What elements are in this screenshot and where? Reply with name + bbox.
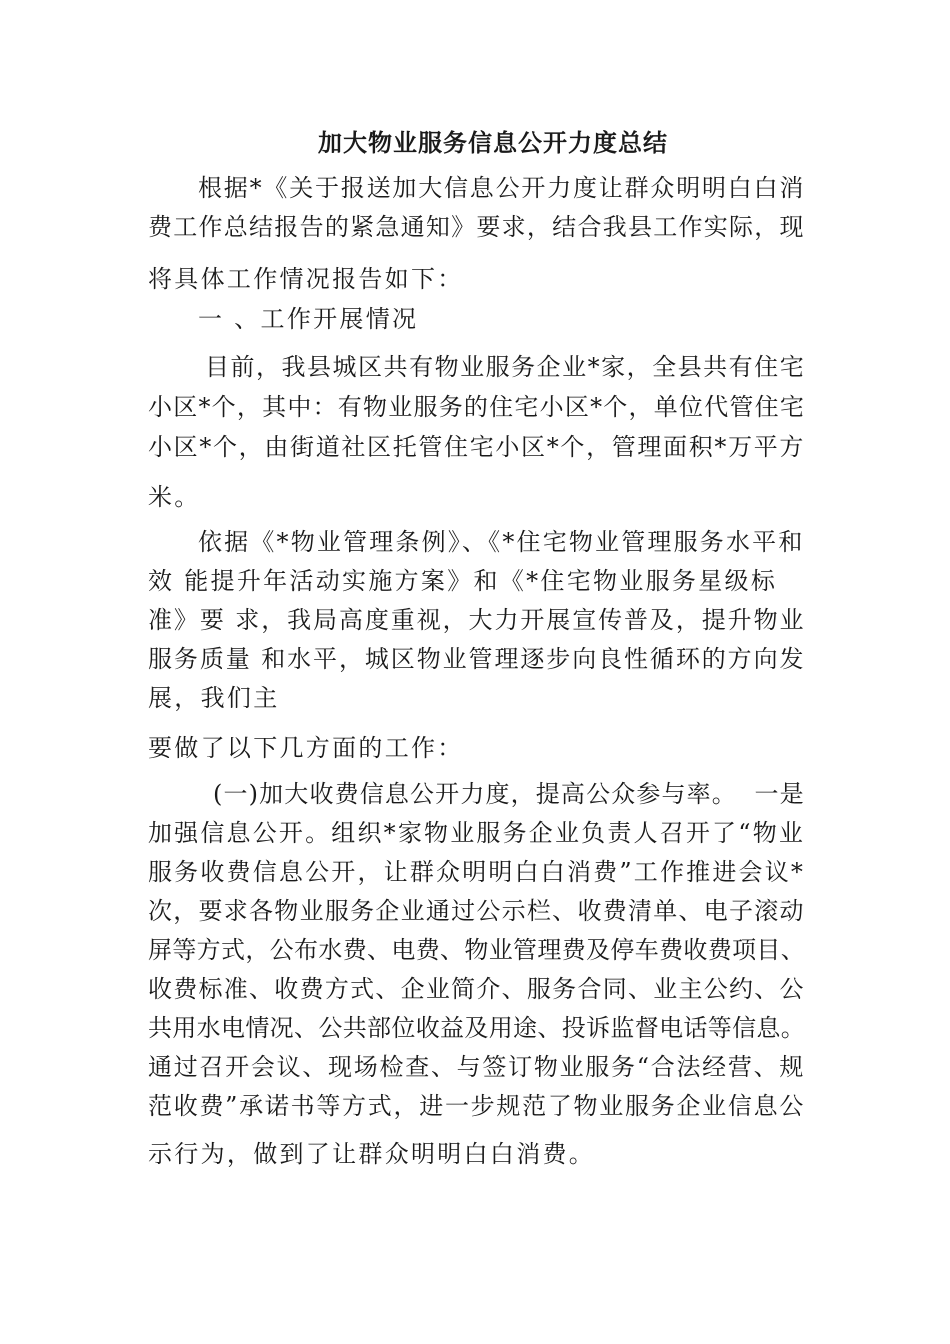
paragraph-line: 依据《*物业管理条例》、《*住宅物业管理服务水平和: [198, 528, 805, 556]
paragraph-line: 服务收费信息公开，让群众明明白白消费”工作推进会议*: [148, 858, 806, 886]
paragraph-line: 范收费”承诺书等方式，进一步规范了物业服务企业信息公: [148, 1092, 806, 1120]
paragraph-line: 共用水电情况、公共部位收益及用途、投诉监督电话等信息。: [148, 1014, 806, 1042]
paragraph-line: 将具体工作情况报告如下：: [148, 265, 464, 293]
paragraph-line: 目前，我县城区共有物业服务企业*家，全县共有住宅: [205, 353, 806, 381]
paragraph-line: 效 能提升年活动实施方案》和《*住宅物业服务星级标: [148, 567, 778, 595]
paragraph-line: 展，我们主: [148, 684, 280, 712]
paragraph-line: 加强信息公开。组织*家物业服务企业负责人召开了“物业: [148, 819, 806, 847]
paragraph-line: 费工作总结报告的紧急通知》要求，结合我县工作实际，现: [148, 213, 805, 241]
paragraph-line: 通过召开会议、现场检查、与签订物业服务“合法经营、规: [148, 1053, 806, 1081]
section-heading: 一 、工作开展情况: [198, 305, 419, 333]
paragraph-line: 准》要 求，我局高度重视，大力开展宣传普及，提升物业: [148, 606, 806, 634]
paragraph-line: 服务质量 和水平，城区物业管理逐步向良性循环的方向发: [148, 645, 806, 673]
paragraph-line: 收费标准、收费方式、企业简介、服务合同、业主公约、公: [148, 975, 805, 1003]
paragraph-line: 米。: [148, 483, 201, 511]
document-title: 加大物业服务信息公开力度总结: [318, 129, 668, 157]
paragraph-line: 小区*个，由街道社区托管住宅小区*个，管理面积*万平方: [148, 433, 806, 461]
paragraph-line: (一)加大收费信息公开力度，提高公众参与率。 一是: [213, 780, 805, 808]
paragraph-line: 要做了以下几方面的工作：: [148, 734, 464, 762]
paragraph-line: 根据*《关于报送加大信息公开力度让群众明明白白消: [198, 174, 806, 202]
paragraph-line: 小区*个，其中：有物业服务的住宅小区*个，单位代管住宅: [148, 393, 806, 421]
paragraph-line: 屏等方式，公布水费、电费、物业管理费及停车费收费项目、: [148, 936, 806, 964]
paragraph-line: 示行为，做到了让群众明明白白消费。: [148, 1140, 596, 1168]
paragraph-line: 次，要求各物业服务企业通过公示栏、收费清单、电子滚动: [148, 897, 805, 925]
